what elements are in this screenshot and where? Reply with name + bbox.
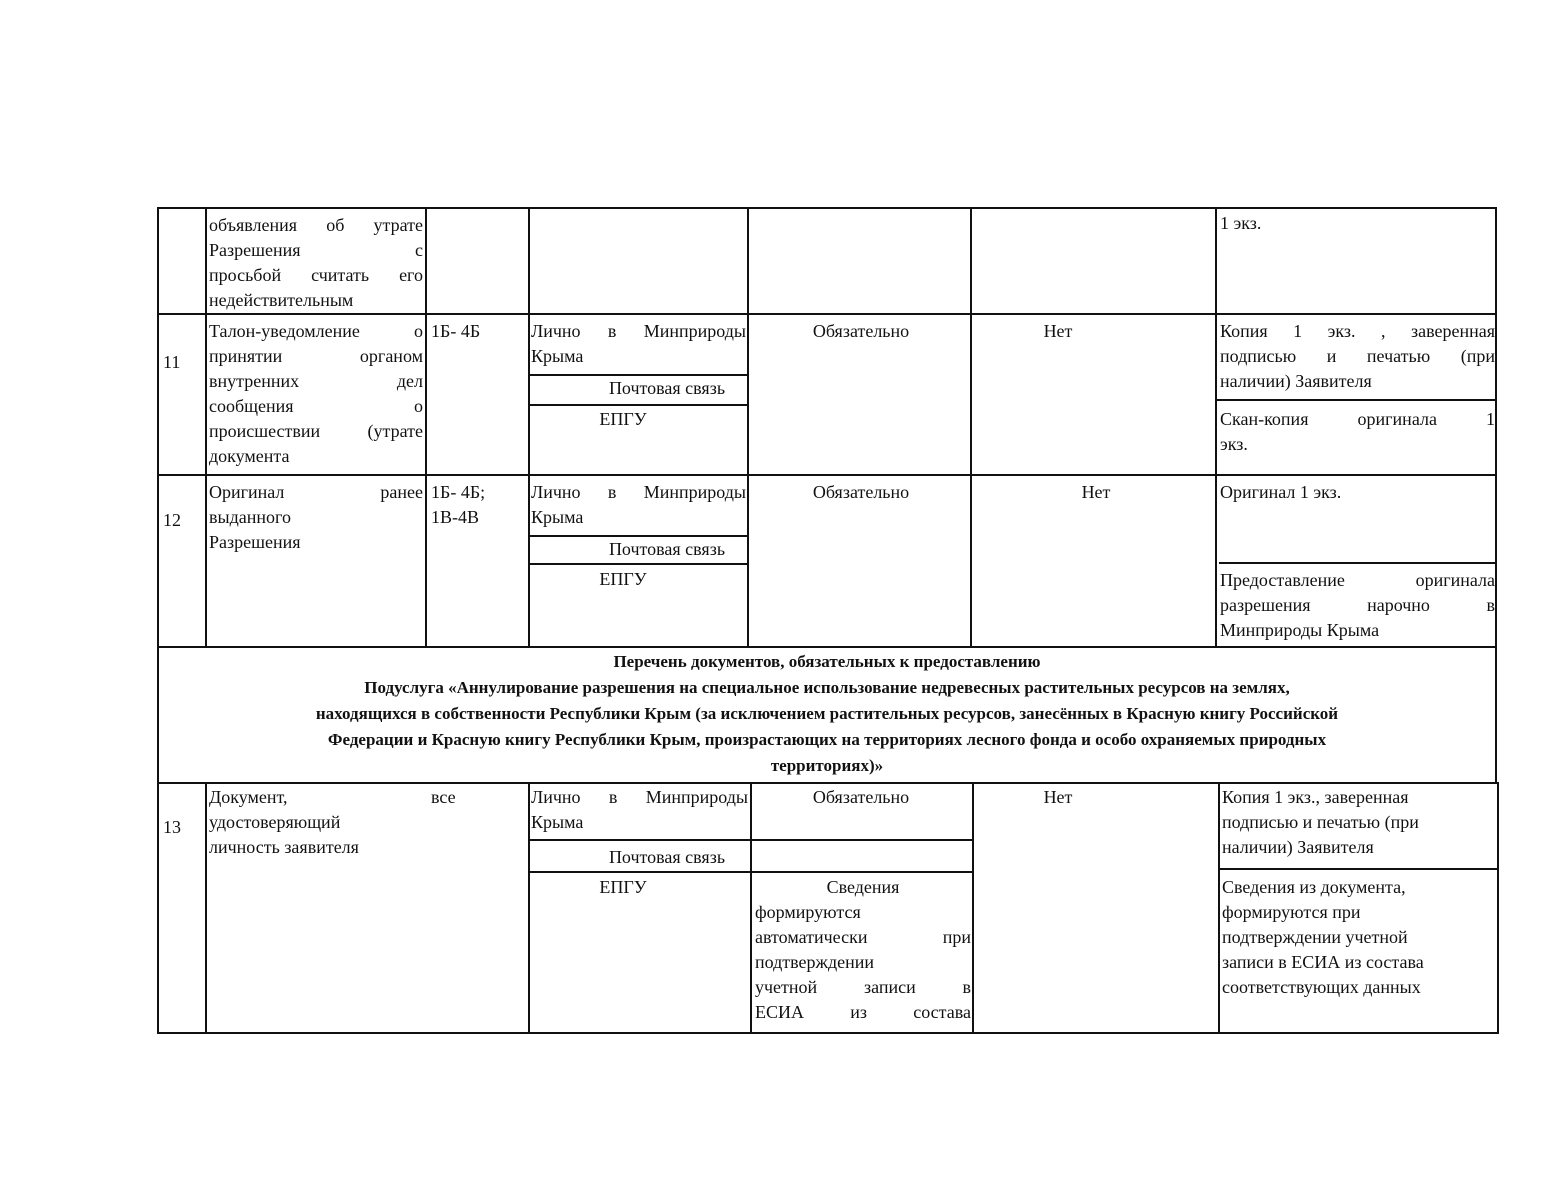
column-divider [1215, 207, 1217, 647]
row-divider [157, 782, 1497, 784]
cell-divider [1215, 399, 1497, 401]
row-number: 13 [163, 817, 181, 837]
submission-channel: Почтовая связь [608, 378, 726, 398]
column-divider [747, 207, 749, 647]
section-header: Перечень документов, обязательных к предоставлению Подуслуга «Аннулирование разрешения на специальное использование недревесных растительных ресурсов на землях, находящихся в собственности Республики Крым (за исключением растительных ресурсов, занесённых в Красную книгу Российской Федерации и Красную книгу Республики Крым, произрастающих на территориях лесного фонда и особо охраняемых природных территориях)» [315, 652, 1339, 775]
cell-divider [528, 563, 748, 565]
document-form: Сведения из документа, формируются при подтверждении учетной записи в ЕСИА из состава соответствующих данных [1222, 877, 1424, 997]
requirement: Обязательно [812, 321, 910, 341]
document-table [157, 207, 1499, 1035]
document-name: Документ, удостоверяющий личность заявителя [209, 787, 359, 857]
document-form: 1 экз. [1220, 213, 1262, 233]
condition: Нет [1043, 321, 1073, 341]
table-border [157, 207, 1497, 209]
row-number: 11 [163, 352, 181, 372]
applicant-category: 1Б- 4Б [431, 321, 481, 341]
submission-channel: ЕПГУ [599, 877, 647, 897]
submission-channel: Почтовая связь [608, 539, 726, 559]
table-border [157, 207, 159, 1034]
document-name: Талон-уведомление о принятии органом внутренних дел сообщения о происшествии (утрате документа [209, 321, 423, 466]
column-divider [205, 207, 207, 647]
row-divider [157, 646, 1497, 648]
cell-divider [528, 871, 973, 873]
submission-channel: Лично в Минприроды Крыма [531, 482, 746, 527]
condition: Нет [1081, 482, 1111, 502]
info-note: Сведения формируются автоматически при подтверждении учетной записи в ЕСИА из состава [755, 877, 971, 1022]
submission-channel: Почтовая связь [608, 847, 726, 867]
requirement: Обязательно [812, 482, 910, 502]
submission-channel: Лично в Минприроды Крыма [531, 321, 746, 366]
column-divider [970, 207, 972, 647]
applicant-category: 1Б- 4Б; 1В-4В [431, 482, 486, 527]
document-form: Копия 1 экз., заверенная подписью и печатью (при наличии) Заявителя [1222, 787, 1419, 857]
submission-channel: ЕПГУ [599, 569, 647, 589]
column-divider [528, 782, 530, 1034]
cell-divider [528, 839, 973, 841]
table-border [1497, 782, 1499, 1034]
column-divider [205, 782, 207, 1034]
cell-divider [1218, 868, 1499, 870]
row-divider [157, 474, 1497, 476]
document-form: Предоставление оригинала разрешения нарочно в Минприроды Крыма [1220, 570, 1495, 640]
table-border [157, 1032, 1499, 1034]
column-divider [972, 782, 974, 1034]
submission-channel: Лично в Минприроды Крыма [531, 787, 748, 832]
column-divider [1218, 782, 1220, 1034]
column-divider [750, 782, 752, 1034]
document-name: Оригинал ранее выданного Разрешения [209, 482, 423, 552]
document-form: Копия 1 экз. , заверенная подписью и печатью (при наличии) Заявителя [1220, 321, 1495, 391]
document-form: Оригинал 1 экз. [1220, 482, 1342, 502]
applicant-category: все [431, 787, 456, 807]
submission-channel: ЕПГУ [599, 409, 647, 429]
row-divider [157, 313, 1497, 315]
column-divider [425, 207, 427, 647]
cell-divider [1219, 562, 1497, 564]
cell-divider [528, 404, 748, 406]
requirement: Обязательно [812, 787, 910, 807]
condition: Нет [1043, 787, 1073, 807]
document-name: объявления об утрате Разрешения с просьбой считать его недействительным [209, 215, 423, 310]
row-number: 12 [163, 510, 181, 530]
document-form: Скан-копия оригинала 1 экз. [1220, 409, 1495, 454]
